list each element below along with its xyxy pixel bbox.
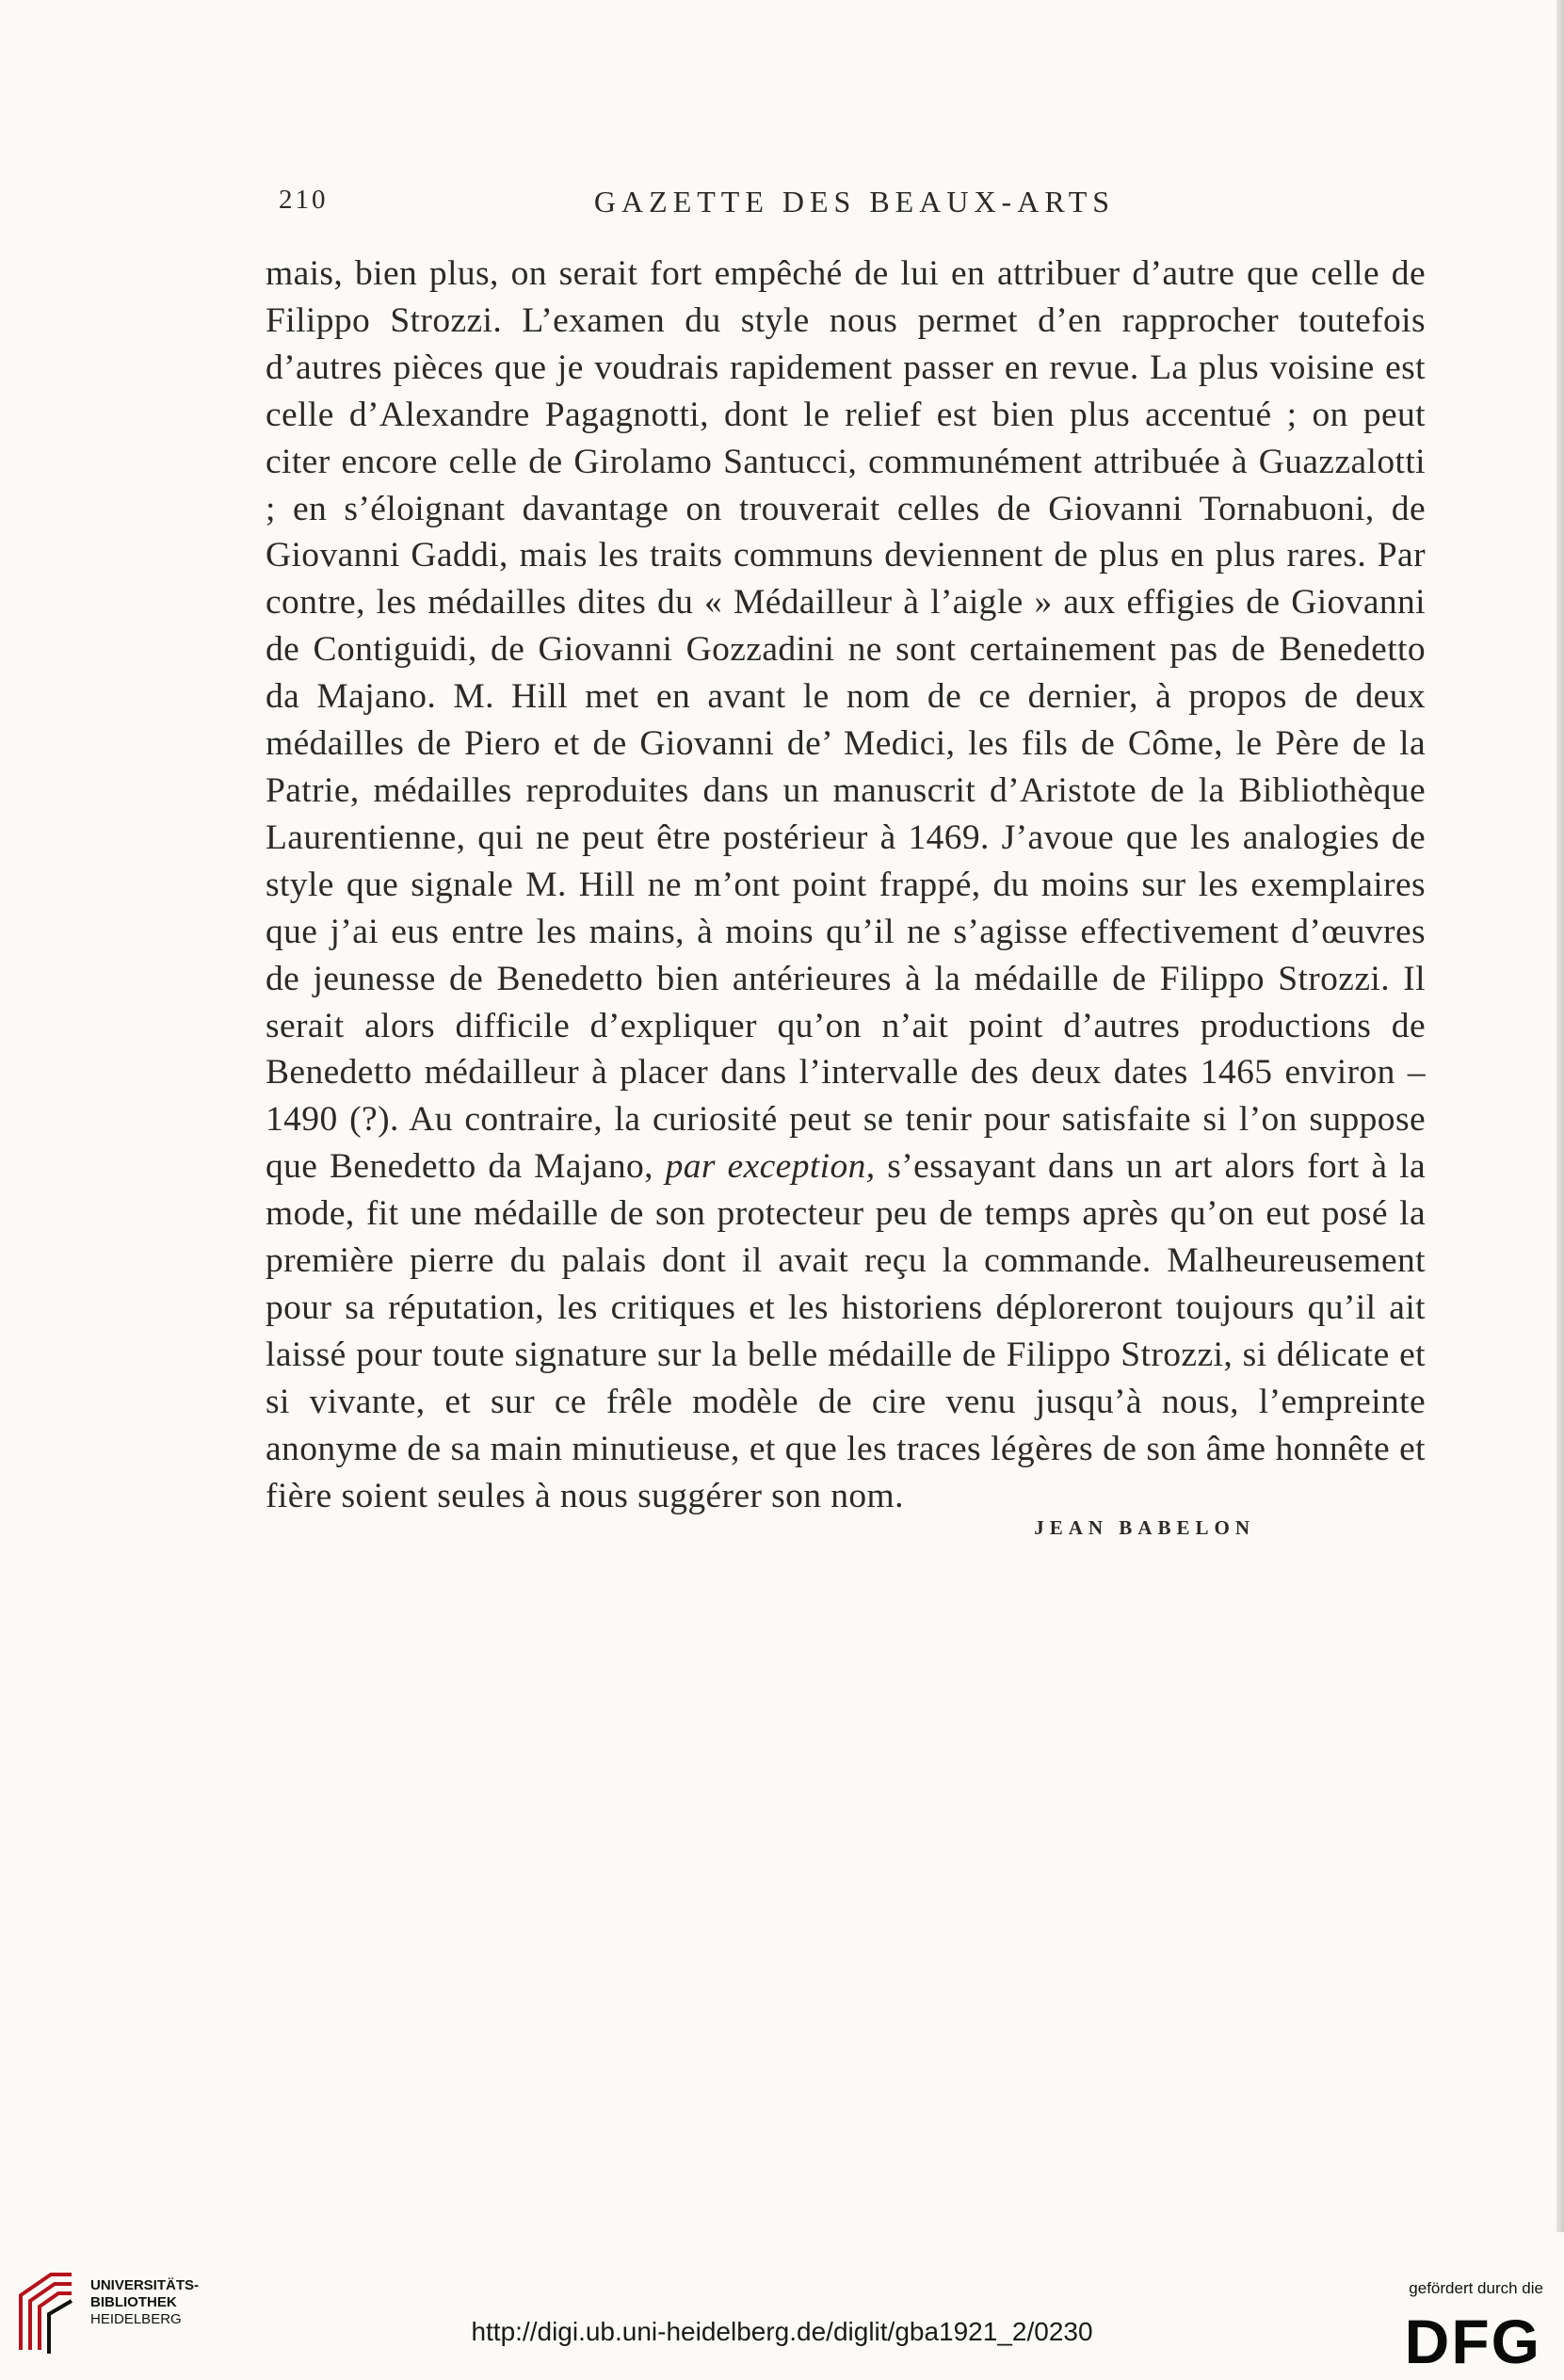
permalink-url[interactable]: http://digi.ub.uni-heidelberg.de/diglit/gba1921_2/0230: [471, 2317, 1093, 2346]
page-number: 210: [279, 185, 329, 215]
library-name-line-1: UNIVERSITÄTS-: [90, 2277, 200, 2293]
digitization-footer: [0, 2232, 1564, 2380]
library-name-line-3: HEIDELBERG: [90, 2311, 182, 2327]
article-body: [266, 251, 1426, 1519]
page-header: [279, 185, 1430, 232]
running-title: GAZETTE DES BEAUX-ARTS: [593, 185, 1116, 219]
funded-by-label: gefördert durch die: [1409, 2279, 1543, 2297]
article-paragraph: [266, 251, 1426, 1519]
library-name-line-2: BIBLIOTHEK: [90, 2294, 177, 2310]
paragraph-text-end: s’essayant dans un art alors fort à la mode, fit une médaille de son protecteur peu de temps après qu’on eut posé la première pierre du palais dont il avait reçu la commande. Malheureusement pour sa réputation, les critiques et les historiens déploreront toujours qu’il ait laissé pour toute signature sur la belle médaille de Filippo Strozzi, si délicate et si vivante, et sur ce frêle modèle de cire venu jusqu’à nous, l’empreinte anonyme de sa main minutieuse, et que les traces légères de son âme honnête et fière soient seules à nous suggérer son nom.: [266, 1147, 1427, 1515]
dfg-logo: DFG: [1404, 2307, 1541, 2376]
italic-phrase: par exception,: [665, 1147, 876, 1187]
author-signature: JEAN BABELON: [1034, 1516, 1255, 1539]
page-edge: [1556, 0, 1564, 2232]
paragraph-text-start: mais, bien plus, on serait fort empêché de lui en attribuer d’autre que celle de Filippo Strozzi. L’examen du style nous permet d’en rapprocher toutefois d’autres pièces que je voudrais rapidement passer en revue. La plus voisine est celle d’Alexandre Pagagnotti, dont le relief est bien plus accentué ; on peut citer encore celle de Girolamo Santucci, communément attribuée à Guazzalotti ; en s’éloignant davantage on trouverait celles de Giovanni Tornabuoni, de Giovanni Gaddi, mais les traits communs deviennent de plus en plus rares. Par contre, les médailles dites du « Médailleur à l’aigle » aux effigies de Giovanni de Contiguidi, de Giovanni Gozzadini ne sont certainement pas de Benedetto da Majano. M. Hill met en avant le nom de ce dernier, à propos de deux médailles de Piero et de Giovanni de’ Medici, les fils de Côme, le Père de la Patrie, médailles reproduites dans un manuscrit d’Aristote de la Bibliothèque Laurentienne, qui ne peut être postérieur à 1469. J’avoue que les analogies de style que signale M. Hill ne m’ont point frappé, du moins sur les exemplaires que j’ai eus entre les mains, à moins qu’il ne s’agisse effectivement d’œuvres de jeunesse de Benedetto bien antérieures à la médaille de Filippo Strozzi. Il serait alors difficile d’expliquer qu’on n’ait point d’autres productions de Benedetto médailleur à placer dans l’intervalle des deux dates 1465 environ – 1490 (?). Au contraire, la curiosité peut se tenir pour satisfaite si l’on suppose que Benedetto da Majano,: [266, 254, 1426, 1187]
